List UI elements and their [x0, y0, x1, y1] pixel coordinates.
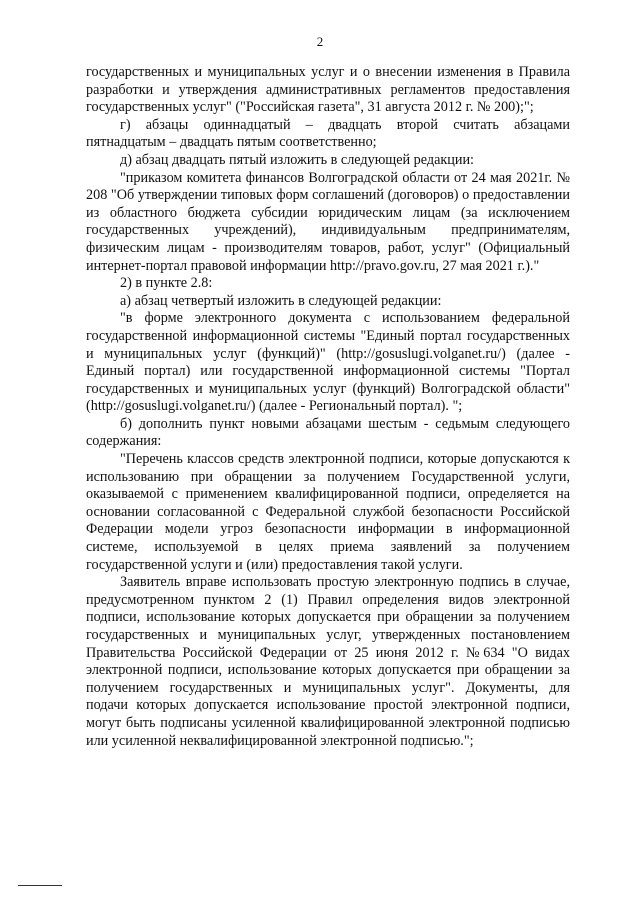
- paragraph-8: б) дополнить пункт новыми абзацами шестым - седьмым следующего содержания:: [86, 415, 570, 450]
- document-body: [86, 64, 570, 750]
- paragraph-2: г) абзацы одиннадцатый – двадцать второй считать абзацами пятнадцатым – двадцать пятым соответственно;: [86, 116, 570, 151]
- paragraph-7: "в форме электронного документа с использованием федеральной государственной информационной системы "Единый портал государственных и муниципальных услуг (функций)" (http://gosuslugi.volganet.ru/) (далее - Единый портал) или государственной информационной системы "Портал государственных и муниципальных услуг (функций) Волгоградской области" (http://gosuslugi.volganet.ru/) (далее - Региональный портал). ";: [86, 310, 570, 415]
- paragraph-4: "приказом комитета финансов Волгоградской области от 24 мая 2021г. № 208 "Об утверждении типовых форм соглашений (договоров) о предоставлении из областного бюджета субсидии юридическим лицам (за исключением государственных учреждений), индивидуальным предпринимателям, физическим лицам - производителям товаров, работ, услуг" (Официальный интернет-портал правовой информации http://pravo.gov.ru, 27 мая 2021 г.).": [86, 169, 570, 274]
- paragraph-3: д) абзац двадцать пятый изложить в следующей редакции:: [120, 151, 474, 168]
- footnote-separator: [18, 885, 62, 886]
- paragraph-6: а) абзац четвертый изложить в следующей редакции:: [120, 292, 442, 309]
- paragraph-10: Заявитель вправе использовать простую электронную подпись в случае, предусмотренном пунктом 2 (1) Правил определения видов электронной подписи, использование которых допускается при обращении за получением государственных и муниципальных услуг, утвержденных постановлением Правительства Российской Федерации от 25 июня 2012 г. №634 "О видах электронной подписи, использование которых допускается при обращении за получением государственных и муниципальных услуг". Документы, для подачи которых допускается использование простой электронной подписи, могут быть подписаны усиленной квалифицированной электронной подписью или усиленной неквалифицированной электронной подписью.";: [86, 574, 570, 749]
- page-number: 2: [316, 34, 324, 49]
- paragraph-9: "Перечень классов средств электронной подписи, которые допускаются к использованию при обращении за получением Государственной услуги, оказываемой с применением квалифицированной подписи, определяется на основании согласованной с Федеральной службой безопасности Российской Федерации модели угроз безопасности информации в информационной системе, используемой в целях приема заявлений за получением государственной услуги и (или) предоставления такой услуги.: [86, 451, 570, 573]
- paragraph-5: 2) в пункте 2.8:: [120, 275, 213, 292]
- paragraph-1: государственных и муниципальных услуг и о внесении изменения в Правила разработки и утверждения административных регламентов предоставления государственных услуг" ("Российская газета", 31 августа 2012 г. № 200);";: [86, 64, 570, 116]
